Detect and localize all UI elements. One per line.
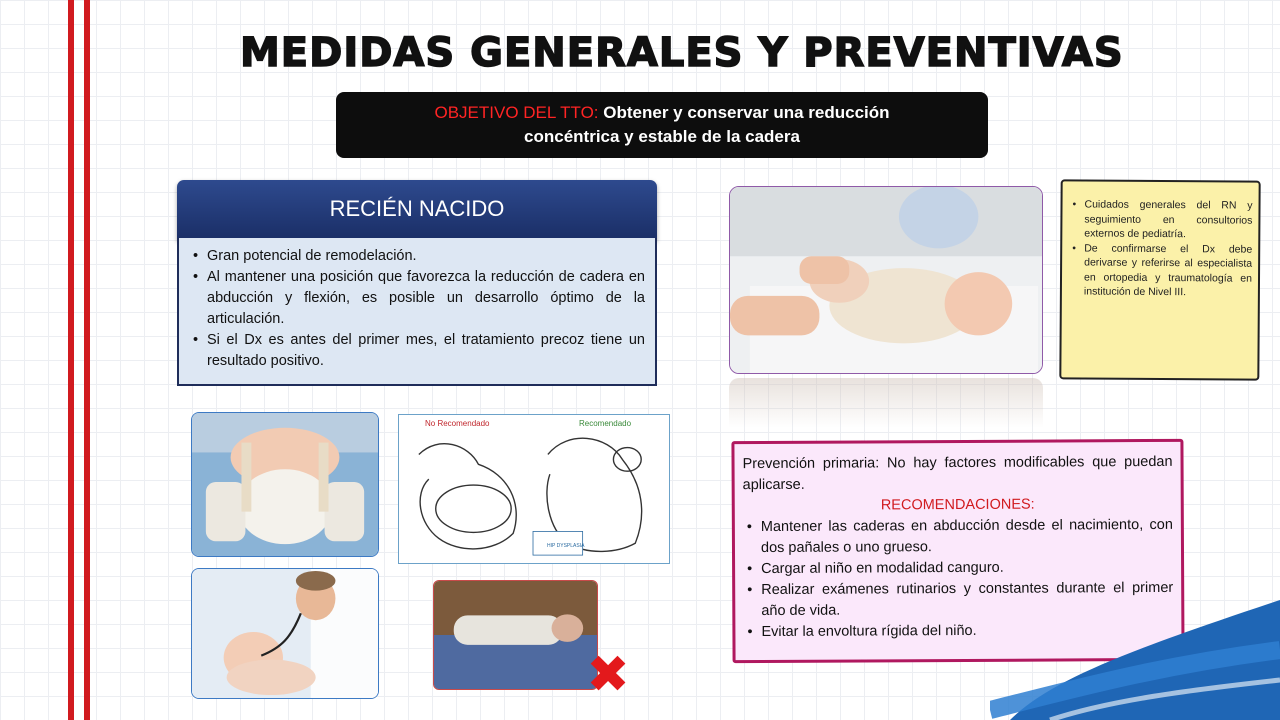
recommendation-item: • Evitar la envoltura rígida del niño. [743,620,1173,643]
x-mark-icon: ✖ [586,645,630,705]
baby-hip-exam-photo [729,186,1043,374]
doctor-exam-photo [191,568,379,699]
not-recommended-label: No Recomendado [425,419,490,428]
newborn-heading: RECIÉN NACIDO [177,180,657,240]
recommendation-item: • Cargar al niño en modalidad canguro. [743,557,1173,580]
prevention-intro: Prevención primaria: No hay factores modificables que puedan aplicarse. [742,453,1173,494]
decor-stripe-left [68,0,74,720]
decor-brush-swoosh [990,570,1280,720]
objective-text-1: Obtener y conservar una reducción [603,103,890,122]
abduction-harness-photo [191,412,379,557]
photo-reflection [729,378,1043,428]
recommendation-item: • Realizar exámenes rutinarios y constantes durante el primer año de vida. [743,578,1173,622]
recommended-label: Recomendado [579,419,632,428]
note-point: • De confirmarse el Dx debe derivarse y referirse al especialista en ortopedia y traumatología en institución de Nivel III. [1068,241,1252,300]
newborn-panel [177,238,657,386]
newborn-point: • Gran potencial de remodelación. [189,246,645,267]
objective-line-1 [336,101,988,125]
recommendation-item: • Mantener las caderas en abducción desde el nacimiento, con dos pañales o uno grueso. [743,515,1173,559]
objective-text-2: concéntrica y estable de la cadera [524,127,800,146]
recommendations-title: RECOMENDACIONES: [880,496,1035,514]
diagram-logo-text: HIP DYSPLASIA [547,543,585,549]
note-point: • Cuidados generales del RN y seguimiento en consultorios externos de pediatría. [1068,197,1252,242]
objective-banner [336,92,988,158]
rigid-swaddle-photo [433,580,598,690]
objective-label: OBJETIVO DEL TTO: [434,103,599,122]
sticky-note [1059,179,1260,380]
newborn-point: • Al mantener una posición que favorezca la reducción de cadera en abducción y flexión, es posible un desarrollo óptimo de la articulación. [189,267,645,330]
newborn-point: • Si el Dx es antes del primer mes, el tratamiento precoz tiene un resultado positivo. [189,330,645,372]
decor-stripe-right [84,0,90,720]
page-title: MEDIDAS GENERALES Y PREVENTIVAS [240,30,1124,76]
carrying-diagram [398,414,670,564]
